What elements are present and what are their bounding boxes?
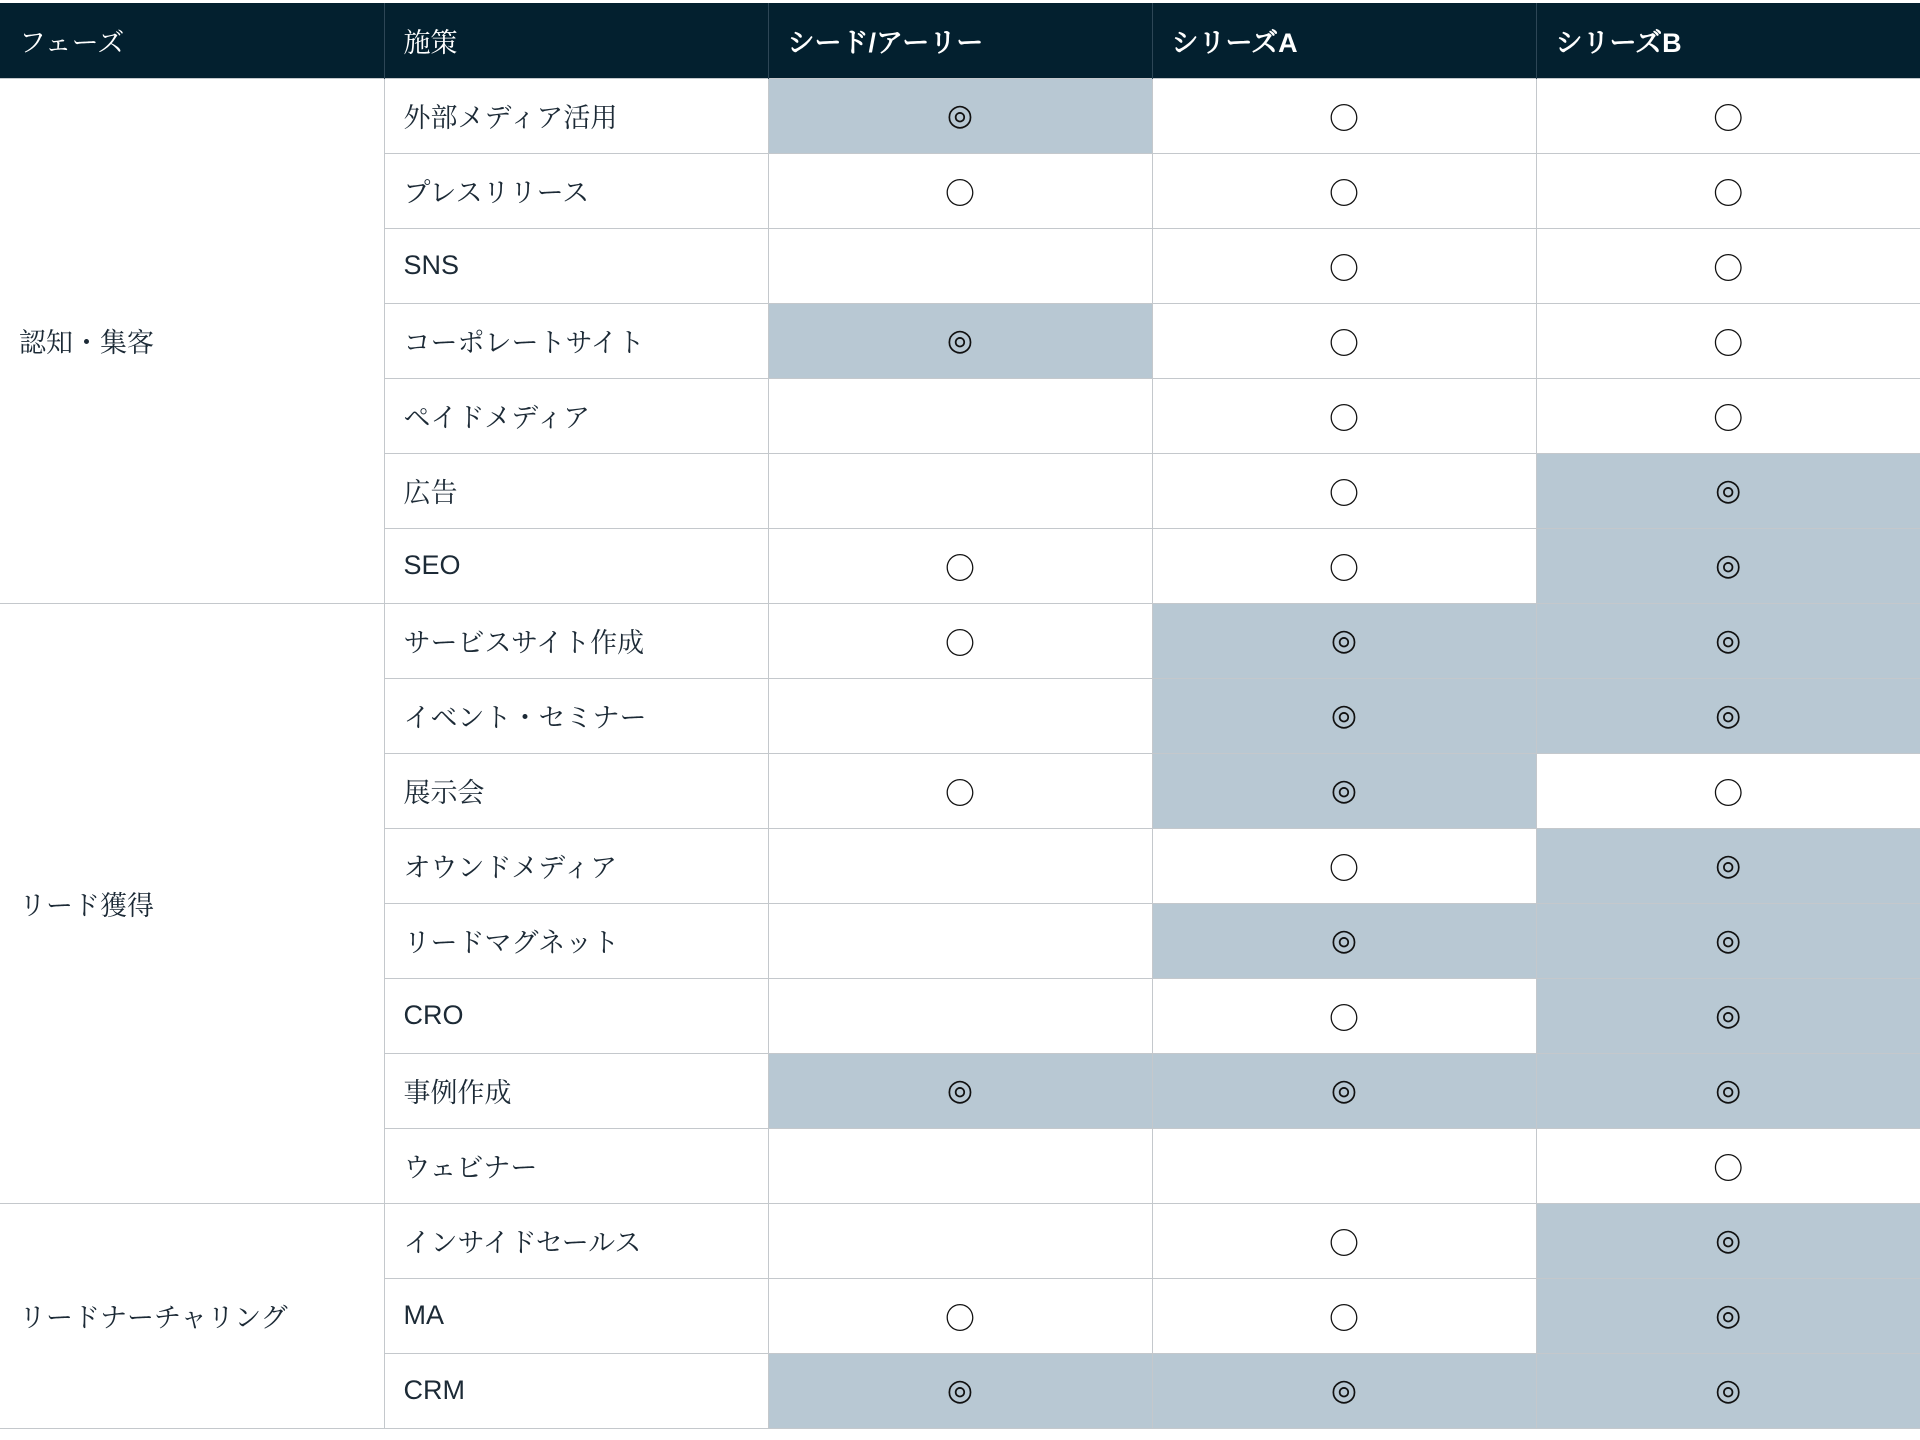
mark-cell-series-b: ◎ bbox=[1536, 1053, 1920, 1128]
measure-cell: 外部メディア活用 bbox=[384, 78, 768, 153]
header-measure: 施策 bbox=[384, 3, 768, 78]
phase-cell: リードナーチャリング bbox=[0, 1203, 384, 1428]
table-row bbox=[0, 1203, 1920, 1278]
measure-cell: コーポレートサイト bbox=[384, 303, 768, 378]
mark-cell-series-a: 〇 bbox=[1152, 453, 1536, 528]
mark-cell-series-a: ◎ bbox=[1152, 1353, 1536, 1428]
mark-cell-seed-early bbox=[768, 1203, 1152, 1278]
measure-cell: CRO bbox=[384, 978, 768, 1053]
mark-cell-series-a: 〇 bbox=[1152, 303, 1536, 378]
mark-cell-seed-early bbox=[768, 453, 1152, 528]
mark-cell-series-b: 〇 bbox=[1536, 1128, 1920, 1203]
header-row bbox=[0, 3, 1920, 78]
mark-cell-series-a: ◎ bbox=[1152, 678, 1536, 753]
measure-cell: リードマグネット bbox=[384, 903, 768, 978]
mark-cell-seed-early bbox=[768, 978, 1152, 1053]
mark-cell-series-a: 〇 bbox=[1152, 228, 1536, 303]
table-row bbox=[0, 603, 1920, 678]
mark-cell-series-a: 〇 bbox=[1152, 528, 1536, 603]
phase-cell: 認知・集客 bbox=[0, 78, 384, 603]
phase-cell: リード獲得 bbox=[0, 603, 384, 1203]
mark-cell-series-b: 〇 bbox=[1536, 753, 1920, 828]
mark-cell-series-b: ◎ bbox=[1536, 1278, 1920, 1353]
mark-cell-series-b: 〇 bbox=[1536, 78, 1920, 153]
mark-cell-series-a bbox=[1152, 1128, 1536, 1203]
mark-cell-series-a: 〇 bbox=[1152, 978, 1536, 1053]
mark-cell-series-a: ◎ bbox=[1152, 1053, 1536, 1128]
mark-cell-seed-early: 〇 bbox=[768, 753, 1152, 828]
measure-cell: CRM bbox=[384, 1353, 768, 1428]
mark-cell-seed-early bbox=[768, 1128, 1152, 1203]
measure-cell: サービスサイト作成 bbox=[384, 603, 768, 678]
mark-cell-series-b: ◎ bbox=[1536, 828, 1920, 903]
mark-cell-series-b: 〇 bbox=[1536, 378, 1920, 453]
mark-cell-series-a: 〇 bbox=[1152, 828, 1536, 903]
mark-cell-seed-early bbox=[768, 828, 1152, 903]
mark-cell-seed-early bbox=[768, 903, 1152, 978]
mark-cell-series-b: ◎ bbox=[1536, 453, 1920, 528]
measure-cell: インサイドセールス bbox=[384, 1203, 768, 1278]
mark-cell-series-b: 〇 bbox=[1536, 303, 1920, 378]
mark-cell-series-b: ◎ bbox=[1536, 1203, 1920, 1278]
mark-cell-seed-early: 〇 bbox=[768, 1278, 1152, 1353]
mark-cell-seed-early: 〇 bbox=[768, 528, 1152, 603]
strategy-table bbox=[0, 3, 1920, 1429]
measure-cell: イベント・セミナー bbox=[384, 678, 768, 753]
mark-cell-seed-early: 〇 bbox=[768, 153, 1152, 228]
mark-cell-series-b: 〇 bbox=[1536, 153, 1920, 228]
header-phase: フェーズ bbox=[0, 3, 384, 78]
mark-cell-seed-early: ◎ bbox=[768, 303, 1152, 378]
mark-cell-series-b: ◎ bbox=[1536, 978, 1920, 1053]
header-seed-early: シード/アーリー bbox=[768, 3, 1152, 78]
table-row bbox=[0, 78, 1920, 153]
measure-cell: 事例作成 bbox=[384, 1053, 768, 1128]
mark-cell-series-a: 〇 bbox=[1152, 378, 1536, 453]
mark-cell-series-b: ◎ bbox=[1536, 903, 1920, 978]
measure-cell: プレスリリース bbox=[384, 153, 768, 228]
measure-cell: ウェビナー bbox=[384, 1128, 768, 1203]
measure-cell: 展示会 bbox=[384, 753, 768, 828]
mark-cell-seed-early bbox=[768, 678, 1152, 753]
mark-cell-series-a: ◎ bbox=[1152, 753, 1536, 828]
mark-cell-seed-early bbox=[768, 228, 1152, 303]
measure-cell: SEO bbox=[384, 528, 768, 603]
header-series-a: シリーズA bbox=[1152, 3, 1536, 78]
table-body bbox=[0, 78, 1920, 1428]
mark-cell-series-a: 〇 bbox=[1152, 1278, 1536, 1353]
mark-cell-series-a: ◎ bbox=[1152, 603, 1536, 678]
mark-cell-series-a: ◎ bbox=[1152, 903, 1536, 978]
mark-cell-series-b: 〇 bbox=[1536, 228, 1920, 303]
measure-cell: オウンドメディア bbox=[384, 828, 768, 903]
mark-cell-series-b: ◎ bbox=[1536, 1353, 1920, 1428]
mark-cell-seed-early: ◎ bbox=[768, 78, 1152, 153]
mark-cell-seed-early: ◎ bbox=[768, 1353, 1152, 1428]
mark-cell-series-b: ◎ bbox=[1536, 603, 1920, 678]
measure-cell: 広告 bbox=[384, 453, 768, 528]
mark-cell-seed-early: ◎ bbox=[768, 1053, 1152, 1128]
measure-cell: MA bbox=[384, 1278, 768, 1353]
measure-cell: ペイドメディア bbox=[384, 378, 768, 453]
measure-cell: SNS bbox=[384, 228, 768, 303]
header-series-b: シリーズB bbox=[1536, 3, 1920, 78]
mark-cell-series-b: ◎ bbox=[1536, 528, 1920, 603]
mark-cell-seed-early: 〇 bbox=[768, 603, 1152, 678]
mark-cell-seed-early bbox=[768, 378, 1152, 453]
mark-cell-series-a: 〇 bbox=[1152, 153, 1536, 228]
mark-cell-series-b: ◎ bbox=[1536, 678, 1920, 753]
mark-cell-series-a: 〇 bbox=[1152, 78, 1536, 153]
mark-cell-series-a: 〇 bbox=[1152, 1203, 1536, 1278]
